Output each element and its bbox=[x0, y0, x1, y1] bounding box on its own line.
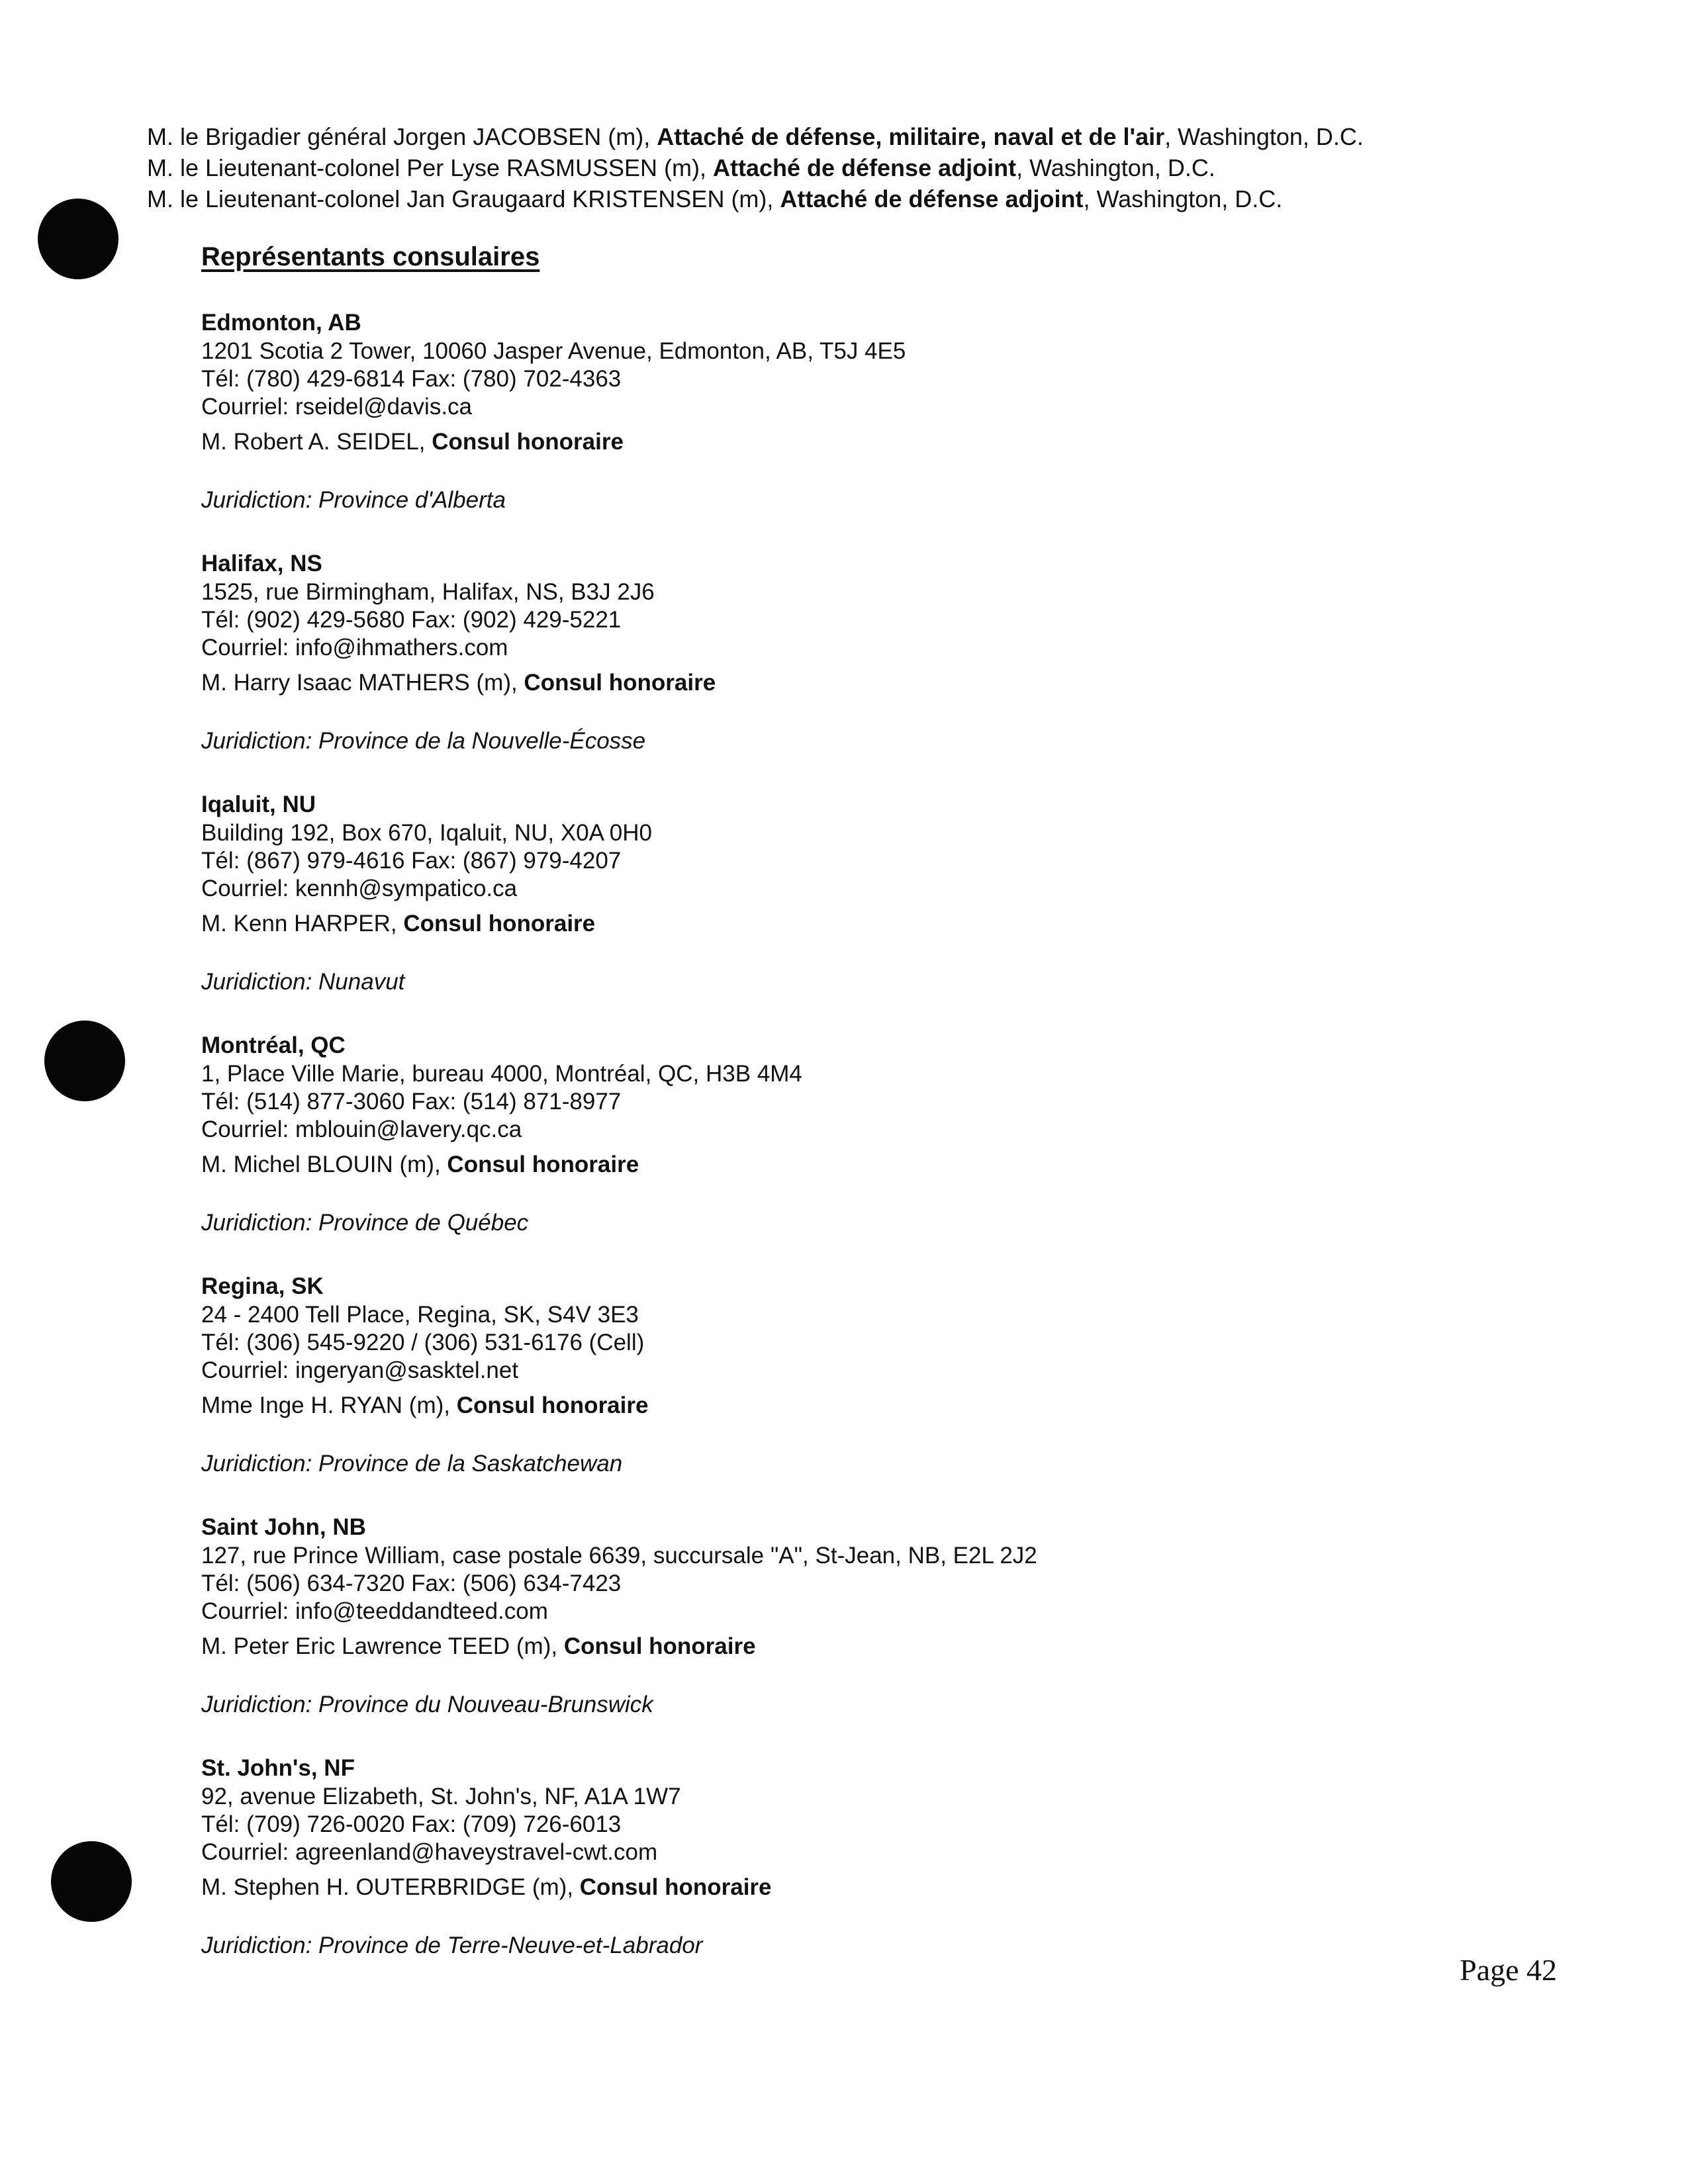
representative-title: Consul honoraire bbox=[403, 911, 596, 936]
consulate-jurisdiction: Juridiction: Province de Terre-Neuve-et-Labrador bbox=[201, 1933, 703, 1958]
representative-name: Mme Inge H. RYAN (m), bbox=[201, 1392, 457, 1418]
attache-location: , Washington, D.C. bbox=[1083, 185, 1283, 212]
attache-list bbox=[147, 121, 1364, 214]
consulate-phone: Tél: (514) 877-3060 Fax: (514) 871-8977 bbox=[201, 1089, 622, 1115]
consulate-phone: Tél: (709) 726-0020 Fax: (709) 726-6013 bbox=[201, 1811, 622, 1837]
consulate-email: Courriel: rseidel@davis.ca bbox=[201, 394, 473, 420]
consulate-address: 24 - 2400 Tell Place, Regina, SK, S4V 3E3 bbox=[201, 1302, 639, 1328]
consulate-jurisdiction: Juridiction: Province de la Nouvelle-Écosse bbox=[201, 728, 646, 754]
representative-title: Consul honoraire bbox=[563, 1633, 756, 1659]
consulate-address: 1201 Scotia 2 Tower, 10060 Jasper Avenue, Edmonton, AB, T5J 4E5 bbox=[201, 338, 906, 364]
section-title: Représentants consulaires bbox=[201, 242, 540, 271]
consulate-representative bbox=[201, 668, 1525, 698]
consulate-entry bbox=[201, 790, 1525, 1031]
representative-name: M. Peter Eric Lawrence TEED (m), bbox=[201, 1633, 564, 1659]
attache-line bbox=[147, 121, 1364, 152]
consulate-city: Halifax, NS bbox=[201, 551, 322, 576]
consulate-address: 127, rue Prince William, case postale 6639, succursale "A", St-Jean, NB, E2L 2J2 bbox=[201, 1543, 1037, 1569]
consulate-jurisdiction: Juridiction: Province du Nouveau-Brunswick bbox=[201, 1692, 653, 1717]
consulate-entry bbox=[201, 1754, 1525, 1995]
attache-name: M. le Lieutenant-colonel Jan Graugaard KRISTENSEN (m), bbox=[147, 185, 780, 212]
representative-name: M. Harry Isaac MATHERS (m), bbox=[201, 670, 524, 696]
representative-name: M. Michel BLOUIN (m), bbox=[201, 1152, 447, 1177]
consulate-email: Courriel: info@teeddandteed.com bbox=[201, 1598, 548, 1624]
consulate-city: Regina, SK bbox=[201, 1273, 324, 1299]
consulate-representative bbox=[201, 1632, 1525, 1661]
consulate-address: 92, avenue Elizabeth, St. John's, NF, A1A 1W7 bbox=[201, 1784, 681, 1809]
representative-name: M. Robert A. SEIDEL, bbox=[201, 429, 432, 455]
consulate-city: Iqaluit, NU bbox=[201, 792, 316, 817]
consulate-representative bbox=[201, 1873, 1525, 1902]
consulate-jurisdiction: Juridiction: Province de Québec bbox=[201, 1210, 529, 1236]
page-number: Page 42 bbox=[1460, 1953, 1557, 1987]
consulate-address: Building 192, Box 670, Iqaluit, NU, X0A 0H0 bbox=[201, 820, 652, 846]
consulate-phone: Tél: (306) 545-9220 / (306) 531-6176 (Cell) bbox=[201, 1330, 645, 1355]
representative-name: M. Stephen H. OUTERBRIDGE (m), bbox=[201, 1874, 580, 1900]
representative-title: Consul honoraire bbox=[456, 1392, 649, 1418]
consulate-entry bbox=[201, 1031, 1525, 1272]
consulate-representative bbox=[201, 909, 1525, 938]
attache-location: , Washington, D.C. bbox=[1016, 154, 1215, 181]
attache-title: Attaché de défense adjoint bbox=[780, 185, 1084, 212]
representative-title: Consul honoraire bbox=[579, 1874, 772, 1900]
attache-line bbox=[147, 183, 1364, 214]
consulate-city: Montréal, QC bbox=[201, 1032, 346, 1058]
consulate-entry bbox=[201, 1513, 1525, 1754]
consulate-email: Courriel: kennh@sympatico.ca bbox=[201, 876, 518, 901]
attache-name: M. le Brigadier général Jorgen JACOBSEN (m), bbox=[147, 123, 657, 150]
consulate-city: St. John's, NF bbox=[201, 1755, 355, 1781]
consulate-phone: Tél: (902) 429-5680 Fax: (902) 429-5221 bbox=[201, 607, 622, 633]
consulate-jurisdiction: Juridiction: Province d'Alberta bbox=[201, 487, 506, 513]
consulate-list bbox=[201, 308, 1525, 1995]
consulate-phone: Tél: (506) 634-7320 Fax: (506) 634-7423 bbox=[201, 1570, 622, 1596]
consulate-jurisdiction: Juridiction: Nunavut bbox=[201, 969, 405, 995]
representative-title: Consul honoraire bbox=[524, 670, 716, 696]
consulate-entry bbox=[201, 549, 1525, 790]
attache-title: Attaché de défense, militaire, naval et de l'air bbox=[657, 123, 1165, 150]
consulate-address: 1525, rue Birmingham, Halifax, NS, B3J 2J6 bbox=[201, 579, 655, 605]
representative-name: M. Kenn HARPER, bbox=[201, 911, 404, 936]
consulate-address: 1, Place Ville Marie, bureau 4000, Montréal, QC, H3B 4M4 bbox=[201, 1061, 802, 1087]
punch-hole-bottom bbox=[51, 1841, 132, 1922]
consulate-email: Courriel: ingeryan@sasktel.net bbox=[201, 1357, 519, 1383]
consulate-representative bbox=[201, 1391, 1525, 1420]
attache-name: M. le Lieutenant-colonel Per Lyse RASMUSSEN (m), bbox=[147, 154, 713, 181]
consulate-phone: Tél: (780) 429-6814 Fax: (780) 702-4363 bbox=[201, 366, 622, 392]
consulate-email: Courriel: info@ihmathers.com bbox=[201, 635, 508, 660]
consulate-email: Courriel: mblouin@lavery.qc.ca bbox=[201, 1116, 522, 1142]
consulate-city: Saint John, NB bbox=[201, 1514, 366, 1540]
consulate-email: Courriel: agreenland@haveystravel-cwt.com bbox=[201, 1839, 658, 1865]
consulate-phone: Tél: (867) 979-4616 Fax: (867) 979-4207 bbox=[201, 848, 622, 874]
consulate-city: Edmonton, AB bbox=[201, 310, 361, 336]
consulate-representative bbox=[201, 428, 1525, 457]
consulate-representative bbox=[201, 1150, 1525, 1179]
representative-title: Consul honoraire bbox=[447, 1152, 639, 1177]
consulate-entry bbox=[201, 1272, 1525, 1513]
attache-location: , Washington, D.C. bbox=[1164, 123, 1364, 150]
punch-hole-top bbox=[38, 199, 118, 279]
consulate-jurisdiction: Juridiction: Province de la Saskatchewan bbox=[201, 1451, 623, 1477]
attache-title: Attaché de défense adjoint bbox=[712, 154, 1017, 181]
attache-line bbox=[147, 152, 1364, 183]
representative-title: Consul honoraire bbox=[432, 429, 624, 455]
consulate-entry bbox=[201, 308, 1525, 549]
punch-hole-middle bbox=[44, 1021, 125, 1101]
